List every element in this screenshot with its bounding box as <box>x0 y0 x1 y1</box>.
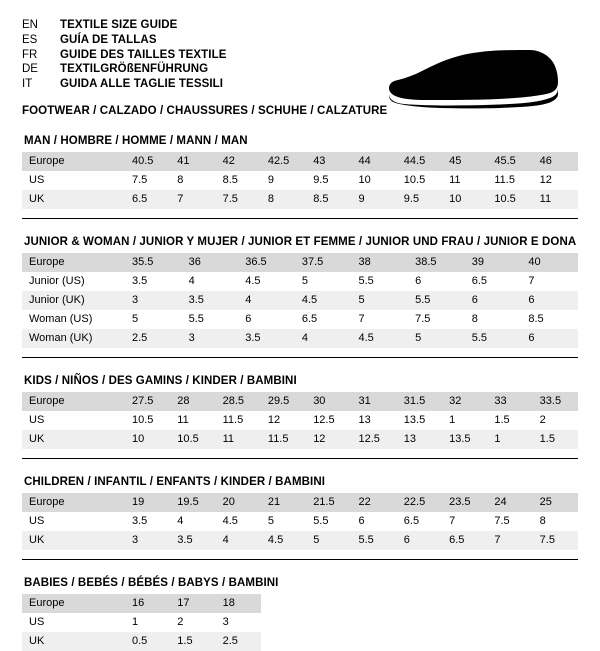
cell: 5.5 <box>352 272 409 291</box>
language-code: DE <box>22 63 38 76</box>
table-row <box>22 152 578 171</box>
section-children <box>22 476 578 560</box>
row-label: Europe <box>22 493 125 512</box>
cell: 8 <box>261 190 306 209</box>
cell: 3.5 <box>238 329 295 348</box>
section-title: KIDS / NIÑOS / DES GAMINS / KINDER / BAMBINI <box>24 375 297 387</box>
cell: 1 <box>487 430 532 449</box>
cell: 10.5 <box>397 171 442 190</box>
language-title: GUIDA ALLE TAGLIE TESSILI <box>60 78 224 91</box>
section-man <box>22 135 578 219</box>
table-row <box>22 430 578 449</box>
cell: 6 <box>351 512 396 531</box>
row-label: Woman (UK) <box>22 329 125 348</box>
cell: 24 <box>487 493 532 512</box>
cell: 28.5 <box>216 392 261 411</box>
row-label: UK <box>22 430 125 449</box>
table-row <box>22 531 578 550</box>
cell: 7.5 <box>487 512 532 531</box>
cell: 42 <box>216 152 261 171</box>
cell: 45 <box>442 152 487 171</box>
cell: 31 <box>351 392 396 411</box>
cell: 9.5 <box>397 190 442 209</box>
cell: 4.5 <box>352 329 409 348</box>
cell: 6 <box>521 291 578 310</box>
language-code: IT <box>22 78 33 91</box>
cell: 19.5 <box>170 493 215 512</box>
cell: 46 <box>533 152 578 171</box>
cell: 9 <box>351 190 396 209</box>
row-label: US <box>22 171 125 190</box>
cell: 33 <box>487 392 532 411</box>
cell: 8.5 <box>216 171 261 190</box>
cell: 9.5 <box>306 171 351 190</box>
cell: 0.5 <box>125 632 170 651</box>
language-title: GUÍA DE TALLAS <box>60 33 157 46</box>
cell: 1 <box>125 613 170 632</box>
cell: 3 <box>182 329 239 348</box>
cell: 7 <box>487 531 532 550</box>
language-title: TEXTILGRÖßENFÜHRUNG <box>60 63 209 76</box>
cell: 10.5 <box>487 190 532 209</box>
cell: 44.5 <box>397 152 442 171</box>
cell: 6.5 <box>397 512 442 531</box>
cell: 8.5 <box>306 190 351 209</box>
cell: 20 <box>216 493 261 512</box>
cell: 12 <box>306 430 351 449</box>
cell: 13 <box>397 430 442 449</box>
cell: 12 <box>533 171 578 190</box>
table-row <box>22 310 578 329</box>
row-label: Junior (US) <box>22 272 125 291</box>
row-label: Woman (US) <box>22 310 125 329</box>
cell: 5.5 <box>351 531 396 550</box>
language-row <box>22 62 227 77</box>
table-row <box>22 329 578 348</box>
cell: 8 <box>170 171 215 190</box>
section-title: BABIES / BEBÉS / BÉBÉS / BABYS / BAMBINI <box>24 577 279 589</box>
cell: 35.5 <box>125 253 182 272</box>
cell: 3 <box>125 291 182 310</box>
cell: 2.5 <box>125 329 182 348</box>
cell: 36.5 <box>238 253 295 272</box>
cell: 5.5 <box>182 310 239 329</box>
cell: 5.5 <box>465 329 522 348</box>
row-label: US <box>22 411 125 430</box>
cell: 18 <box>216 594 261 613</box>
cell: 3.5 <box>125 272 182 291</box>
cell: 12.5 <box>306 411 351 430</box>
cell: 30 <box>306 392 351 411</box>
divider <box>22 458 578 459</box>
language-code: EN <box>22 19 38 31</box>
cell: 8 <box>465 310 522 329</box>
cell: 44 <box>351 152 396 171</box>
table-row <box>22 594 578 613</box>
cell: 31.5 <box>397 392 442 411</box>
row-label: UK <box>22 190 125 209</box>
size-table-kids <box>22 392 578 449</box>
cell: 33.5 <box>533 392 578 411</box>
cell: 7.5 <box>533 531 578 550</box>
row-label: Junior (UK) <box>22 291 125 310</box>
table-row <box>22 493 578 512</box>
section-junior-woman <box>22 236 578 358</box>
table-row <box>22 253 578 272</box>
cell: 11 <box>442 171 487 190</box>
cell: 40 <box>521 253 578 272</box>
cell: 41 <box>170 152 215 171</box>
cell: 11.5 <box>216 411 261 430</box>
size-table-babies <box>22 594 578 651</box>
cell: 22.5 <box>397 493 442 512</box>
language-title: GUIDE DES TAILLES TEXTILE <box>60 48 227 61</box>
cell: 4.5 <box>216 512 261 531</box>
cell: 10.5 <box>125 411 170 430</box>
cell: 6 <box>408 272 465 291</box>
cell: 23.5 <box>442 493 487 512</box>
cell: 7 <box>170 190 215 209</box>
cell: 9 <box>261 171 306 190</box>
cell-empty <box>261 613 578 632</box>
cell: 10 <box>351 171 396 190</box>
cell: 27.5 <box>125 392 170 411</box>
cell: 11 <box>216 430 261 449</box>
cell: 5 <box>352 291 409 310</box>
cell: 5.5 <box>408 291 465 310</box>
cell: 6.5 <box>442 531 487 550</box>
cell: 11.5 <box>487 171 532 190</box>
cell: 21 <box>261 493 306 512</box>
cell: 5.5 <box>306 512 351 531</box>
row-label: US <box>22 613 125 632</box>
cell-empty <box>261 594 578 613</box>
size-table-children <box>22 493 578 550</box>
cell: 5 <box>261 512 306 531</box>
section-babies <box>22 577 578 651</box>
cell: 1.5 <box>487 411 532 430</box>
cell: 38.5 <box>408 253 465 272</box>
cell: 10 <box>125 430 170 449</box>
header <box>22 18 578 118</box>
cell: 2.5 <box>216 632 261 651</box>
row-label: Europe <box>22 594 125 613</box>
cell: 4.5 <box>238 272 295 291</box>
cell: 36 <box>182 253 239 272</box>
cell: 7.5 <box>408 310 465 329</box>
size-table-junior-woman <box>22 253 578 348</box>
cell: 38 <box>352 253 409 272</box>
table-row <box>22 632 578 651</box>
cell: 4 <box>238 291 295 310</box>
cell: 42.5 <box>261 152 306 171</box>
cell: 6.5 <box>125 190 170 209</box>
cell: 5 <box>295 272 352 291</box>
cell: 1.5 <box>170 632 215 651</box>
table-row <box>22 512 578 531</box>
cell: 3.5 <box>182 291 239 310</box>
table-row <box>22 613 578 632</box>
cell: 10 <box>442 190 487 209</box>
cell: 4 <box>182 272 239 291</box>
section-title: CHILDREN / INFANTIL / ENFANTS / KINDER / BAMBINI <box>24 476 326 488</box>
cell: 3 <box>125 531 170 550</box>
table-row <box>22 190 578 209</box>
category-title: FOOTWEAR / CALZADO / CHAUSSURES / SCHUHE / CALZATURE <box>22 104 388 117</box>
cell: 22 <box>351 493 396 512</box>
cell: 3.5 <box>170 531 215 550</box>
cell: 17 <box>170 594 215 613</box>
cell: 25 <box>533 493 578 512</box>
row-label: Europe <box>22 152 125 171</box>
cell-empty <box>261 632 578 651</box>
row-label: Europe <box>22 392 125 411</box>
language-code: FR <box>22 48 38 61</box>
cell: 11 <box>170 411 215 430</box>
dress-shoe-icon <box>380 42 560 112</box>
cell: 21.5 <box>306 493 351 512</box>
language-row <box>22 48 227 63</box>
cell: 12 <box>261 411 306 430</box>
cell: 1 <box>442 411 487 430</box>
cell: 11 <box>533 190 578 209</box>
cell: 37.5 <box>295 253 352 272</box>
cell: 6 <box>521 329 578 348</box>
cell: 45.5 <box>487 152 532 171</box>
cell: 32 <box>442 392 487 411</box>
language-row <box>22 33 227 48</box>
cell: 2 <box>533 411 578 430</box>
row-label: US <box>22 512 125 531</box>
cell: 1.5 <box>533 430 578 449</box>
cell: 29.5 <box>261 392 306 411</box>
language-title: TEXTILE SIZE GUIDE <box>60 19 178 31</box>
table-row <box>22 392 578 411</box>
cell: 5 <box>306 531 351 550</box>
cell: 13.5 <box>442 430 487 449</box>
cell: 11.5 <box>261 430 306 449</box>
divider <box>22 559 578 560</box>
cell: 6.5 <box>295 310 352 329</box>
table-row <box>22 291 578 310</box>
cell: 2 <box>170 613 215 632</box>
cell: 19 <box>125 493 170 512</box>
language-row <box>22 18 227 33</box>
cell: 4 <box>170 512 215 531</box>
cell: 13 <box>351 411 396 430</box>
cell: 4.5 <box>295 291 352 310</box>
language-list <box>22 18 227 92</box>
cell: 5 <box>408 329 465 348</box>
cell: 8 <box>533 512 578 531</box>
cell: 6 <box>238 310 295 329</box>
cell: 3 <box>216 613 261 632</box>
cell: 28 <box>170 392 215 411</box>
cell: 5 <box>125 310 182 329</box>
cell: 7.5 <box>125 171 170 190</box>
cell: 39 <box>465 253 522 272</box>
table-row <box>22 171 578 190</box>
size-table-man <box>22 152 578 209</box>
cell: 4.5 <box>261 531 306 550</box>
table-row <box>22 411 578 430</box>
language-code: ES <box>22 33 38 46</box>
cell: 43 <box>306 152 351 171</box>
cell: 7.5 <box>216 190 261 209</box>
cell: 6 <box>465 291 522 310</box>
cell: 40.5 <box>125 152 170 171</box>
cell: 4 <box>216 531 261 550</box>
cell: 3.5 <box>125 512 170 531</box>
cell: 6.5 <box>465 272 522 291</box>
section-title: MAN / HOMBRE / HOMME / MANN / MAN <box>24 135 248 147</box>
divider <box>22 218 578 219</box>
cell: 7 <box>521 272 578 291</box>
cell: 8.5 <box>521 310 578 329</box>
divider <box>22 357 578 358</box>
row-label: UK <box>22 632 125 651</box>
table-row <box>22 272 578 291</box>
cell: 16 <box>125 594 170 613</box>
row-label: Europe <box>22 253 125 272</box>
section-title: JUNIOR & WOMAN / JUNIOR Y MUJER / JUNIOR ET FEMME / JUNIOR UND FRAU / JUNIOR E DONA <box>24 236 577 248</box>
cell: 7 <box>442 512 487 531</box>
cell: 4 <box>295 329 352 348</box>
cell: 6 <box>397 531 442 550</box>
language-row <box>22 77 227 92</box>
cell: 12.5 <box>351 430 396 449</box>
cell: 13.5 <box>397 411 442 430</box>
row-label: UK <box>22 531 125 550</box>
section-kids <box>22 375 578 459</box>
cell: 10.5 <box>170 430 215 449</box>
cell: 7 <box>352 310 409 329</box>
